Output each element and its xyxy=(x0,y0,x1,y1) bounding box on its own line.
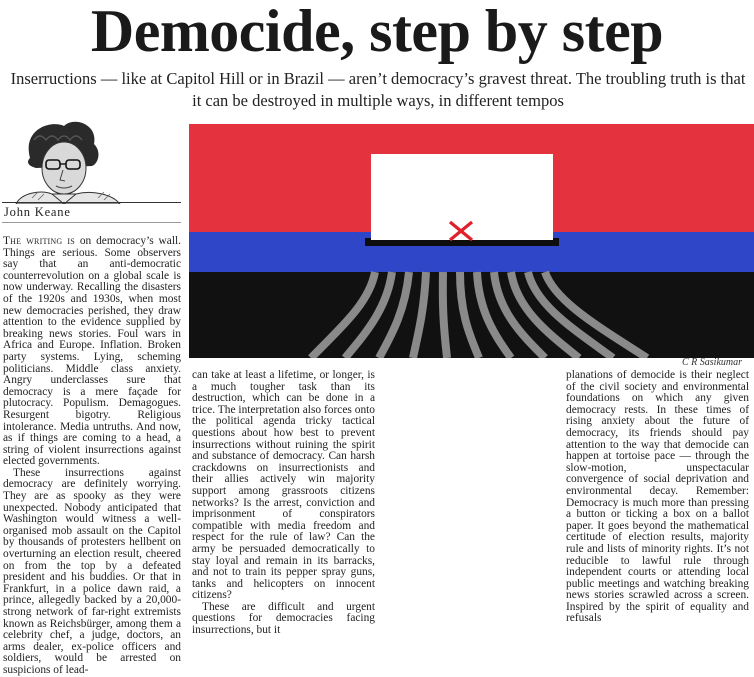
illustration-credit: C R Sasikumar xyxy=(682,357,742,368)
author-divider xyxy=(2,222,181,223)
paragraph: These are difficult and urgent questions for democracies facing insurrections, but it xyxy=(192,600,375,637)
paragraph xyxy=(3,236,181,468)
article-column-2 xyxy=(192,370,375,637)
paragraph: These insurrections against democracy are definitely worrying. They are as spooky as they were unexpected. Nobody anticipated that Washington would witness a well-organised mob assault on the Capitol by thousands of protesters hellbent on overturning an election result, cheered on from the top by a defeated president and his buddies. Or that in Frankfurt, in a police dawn raid, a prince, allegedly backed by a 20,000-strong network of far-right extremists known as Reichsbürger, among them a celebrity chef, a judge, doctors, an arms dealer, ex-police officers and soldiers, would be arrested on suspicions of lead- xyxy=(3,466,181,676)
lead-in: The writing is xyxy=(3,235,75,247)
author-name: John Keane xyxy=(4,205,71,219)
paragraph: planations of democide is their neglect of the civil society and environmental foundations on which any given democracy rests. In these times of rising anxiety about the future of democracy, its friends should pay attention to the way that democide can happen at tortoise pace — through the slow-motion, unspectacular convergence of social deprivation and environmental decay. Remember: Democracy is much more than pressing a button or ticking a box on a ballot paper. It goes beyond the mathematical certitude of election results, majority rule and lists of minority rights. It’s not reducible to lawful rule through independent courts or attending local public meetings and watching breaking news stories scrawled across a screen. Inspired by the spirit of equality and refusals xyxy=(566,369,749,625)
paragraph: can take at least a lifetime, or longer, is a much tougher task than its destruction, which can be done in a trice. The interpretation also forces onto the political agenda tricky tactical questions about how best to prevent insurrections without ruining the spirit and substance of democracy. Can harsh crackdowns on insurrectionists and their allies actively win majority support among grassroots citizens networks? Is the arrest, conviction and imprisonment of conspirators compatible with media freedom and respect for the rule of law? Can the army be persuaded democratically to stay loyal and remain in its barracks, and not to train its pepper spray guns, tanks and helicopters on innocent citizens? xyxy=(192,369,375,602)
standfirst: Inserructions — like at Capitol Hill or in Brazil — aren’t democracy’s gravest threat. The troubling truth is that it can be destroyed in multiple ways, in different tempos xyxy=(10,69,746,110)
illustration xyxy=(189,124,754,358)
author-photo xyxy=(2,118,180,204)
paragraph-text: on democracy’s wall. Things are serious. Some observers say that an anti-democratic counterrevolution on a global scale is now underway. Recalling the disasters of the 1920s and 1930s, when most new democracies perished, they draw attention to the evidence supplied by breaking news stories. Foul wars in Africa and Europe. Inflation. Broken party systems. Lying, scheming politicians. Middle class anxiety. Angry underclasses sure that democracy is a mere façade for plutocracy. Populism. Demagogues. Resurgent bigotry. Religious intolerance. Media untruths. And now, as if things are coming to a head, a string of violent insurrections against elected governments. xyxy=(3,235,181,468)
byline-divider xyxy=(2,202,181,203)
article-column-1 xyxy=(3,236,181,677)
headline: Democide, step by step xyxy=(90,0,664,64)
article-column-3 xyxy=(566,370,749,625)
